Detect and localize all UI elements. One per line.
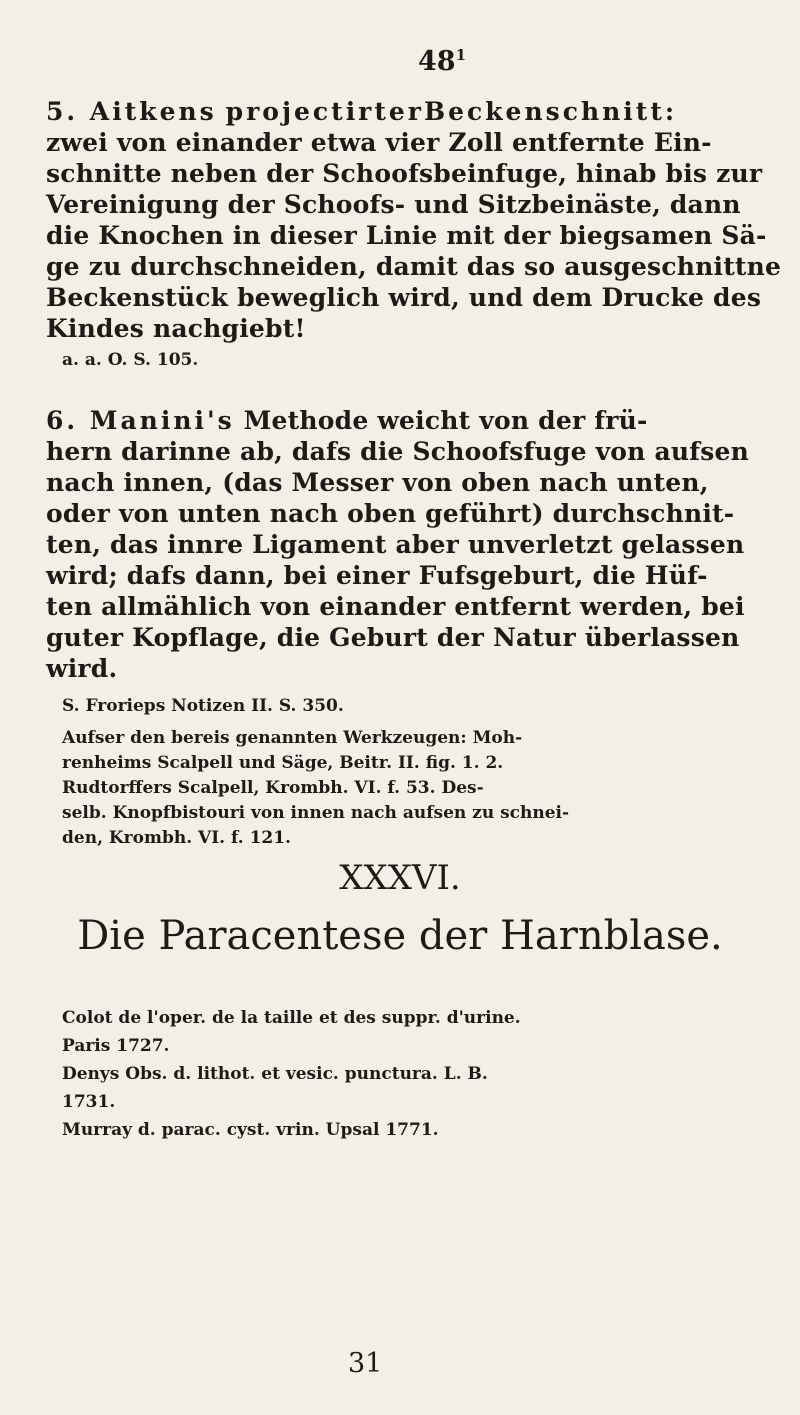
sec6-line-5: ten, das innre Ligament aber unverletzt gelassen xyxy=(46,530,745,559)
chapter-title: Die Paracentese der Harnblase. xyxy=(77,913,723,959)
sec6-line-1: 6. Manini's Methode weicht von der frü- xyxy=(46,406,648,435)
sec6-reference-6: den, Krombh. VI. f. 121. xyxy=(62,828,291,848)
literature-line-2: Paris 1727. xyxy=(62,1036,170,1056)
sec6-line-6: wird; dafs dann, bei einer Fufsgeburt, die Hüf- xyxy=(46,561,708,590)
page-number: $48^1$ xyxy=(418,46,467,77)
sec6-line-9: wird. xyxy=(46,654,118,683)
sec5-line-8: Kindes nachgiebt! xyxy=(46,314,306,343)
sec6-line-3: nach innen, (das Messer von oben nach unten, xyxy=(46,468,709,497)
sec5-line-5: die Knochen in dieser Linie mit der biegsamen Sä- xyxy=(46,221,767,250)
sec6-reference-5: selb. Knopfbistouri von innen nach aufsen zu schnei- xyxy=(62,803,570,823)
sec5-line-3: schnitte neben der Schoofsbeinfuge, hinab bis zur xyxy=(46,159,763,188)
sec5-line-1: 5. Aitkens projectirterBeckenschnitt: xyxy=(46,97,678,126)
literature-line-4: 1731. xyxy=(62,1092,116,1112)
sec6-reference-3: renheims Scalpell und Säge, Beitr. II. fig. 1. 2. xyxy=(62,753,504,773)
sec5-line-7: Beckenstück beweglich wird, und dem Drucke des xyxy=(46,283,762,312)
sec6-reference-4: Rudtorffers Scalpell, Krombh. VI. f. 53. Des- xyxy=(62,778,484,798)
sec6-line-4: oder von unten nach oben geführt) durchschnit- xyxy=(46,499,735,528)
literature-line-5: Murray d. parac. cyst. vrin. Upsal 1771. xyxy=(62,1120,439,1140)
chapter-number: XXXVI. xyxy=(339,858,461,898)
sec6-line-8: guter Kopflage, die Geburt der Natur überlassen xyxy=(46,623,740,652)
sec5-reference: a. a. O. S. 105. xyxy=(62,350,199,370)
sec6-reference-1: S. Frorieps Notizen II. S. 350. xyxy=(62,696,344,716)
printer-signature: 31 xyxy=(348,1348,383,1379)
sec5-line-6: ge zu durchschneiden, damit das so ausgeschnittne xyxy=(46,252,782,281)
sec5-author: 5. Aitkens xyxy=(46,97,217,126)
sec5-line-4: Vereinigung der Schoofs- und Sitzbeinäste, dann xyxy=(46,190,741,219)
sec6-author: 6. Manini's xyxy=(46,406,235,435)
literature-line-3: Denys Obs. d. lithot. et vesic. punctura. L. B. xyxy=(62,1064,488,1084)
sec5-line-2: zwei von einander etwa vier Zoll entfernte Ein- xyxy=(46,128,712,157)
sec6-line-2: hern darinne ab, dafs die Schoofsfuge von aufsen xyxy=(46,437,749,466)
literature-line-1: Colot de l'oper. de la taille et des suppr. d'urine. xyxy=(62,1008,521,1028)
sec6-line-7: ten allmählich von einander entfernt werden, bei xyxy=(46,592,745,621)
sec6-reference-2: Aufser den bereis genannten Werkzeugen: Moh- xyxy=(62,728,523,748)
